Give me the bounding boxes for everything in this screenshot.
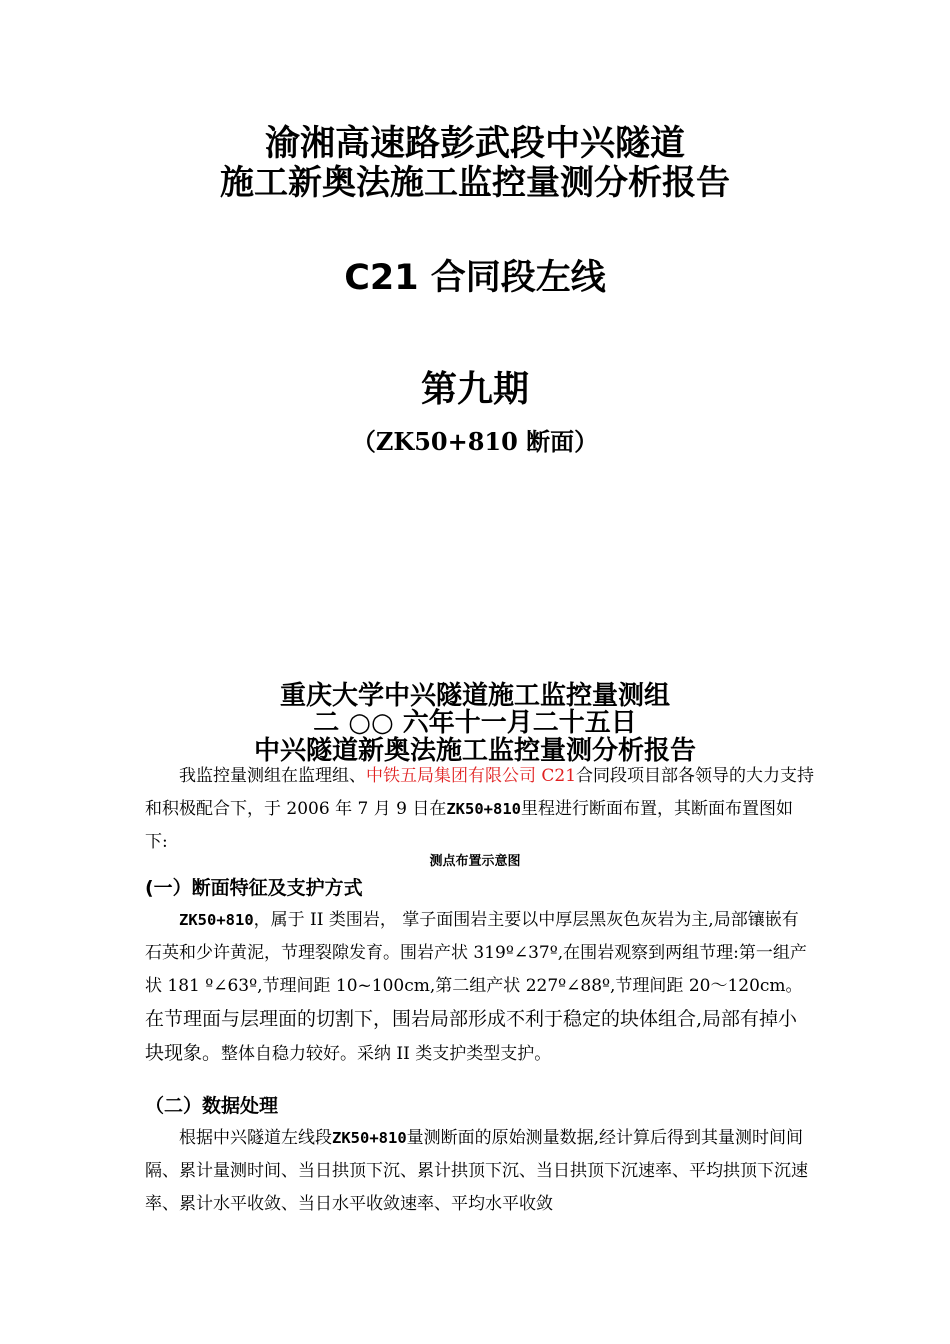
intro-text-c: 里程进行断面布置，其断面布置图如下: xyxy=(145,799,793,852)
intro-text-b: 合同段项目部各领导的大力支持和积极配合下，于 2006 年 7 月 9 日在 xyxy=(145,766,815,819)
section-2-station: ZK50+810 xyxy=(332,1129,407,1147)
report-body-title: 中兴隧道新奥法施工监控量测分析报告 xyxy=(253,736,696,766)
contract-section-title: C21 合同段左线 xyxy=(344,258,606,298)
intro-text-a: 我监控量测组在监理组、 xyxy=(179,766,366,786)
section-2-text-b: 量测断面的原始测量数据,经计算后得到其量测时间间隔、累计量测时间、当日拱顶下沉、累计拱顶下沉、当日拱顶下沉速率、平均拱顶下沉速率、累计水平收敛、当日水平收敛速率、平均水平收敛 xyxy=(145,1128,808,1214)
period-title: 第九期 xyxy=(420,369,529,410)
contractor-name: 中铁五局集团有限公司 C21 xyxy=(366,766,577,786)
section-2-paragraph xyxy=(145,1122,815,1221)
section-1-station: ZK50+810 xyxy=(179,911,254,929)
section-2-heading: （二）数据处理 xyxy=(145,1095,279,1117)
report-title-line-2: 施工新奥法施工监控量测分析报告 xyxy=(220,163,730,203)
section-1-heading: (一）断面特征及支护方式 xyxy=(145,877,363,899)
section-2-text-a: 根据中兴隧道左线段 xyxy=(179,1128,332,1148)
section-1-text-c: 整体自稳力较好。采纳 II 类支护类型支护。 xyxy=(221,1044,552,1064)
organization-name: 重庆大学中兴隧道施工监控量测组 xyxy=(279,681,670,711)
figure-caption: 测点布置示意图 xyxy=(429,854,521,869)
section-1-text-a: ，属于 II 类围岩， 掌子面围岩主要以中厚层黑灰色灰岩为主,局部镶嵌有石英和少许黄泥，节理裂隙发育。围岩产状 319º∠37º,在围岩观察到两组节理:第一组产状 181 º∠63º,节理间距 10~100cm,第二组产状 227º∠88º,节理间距 20～120cm。 xyxy=(145,910,807,996)
report-date: 二 ○○ 六年十一月二十五日 xyxy=(313,708,637,738)
intro-paragraph xyxy=(145,760,815,859)
section-1-text-b: 在节理面与层理面的切割下，围岩局部形成不利于稳定的块体组合,局部有掉小块现象。 xyxy=(145,1008,798,1064)
section-subtitle: （ZK50+810 断面） xyxy=(351,427,599,456)
section-1-paragraph xyxy=(145,904,815,1071)
report-title-line-1: 渝湘高速路彭武段中兴隧道 xyxy=(264,124,685,164)
station-number: ZK50+810 xyxy=(446,800,521,818)
